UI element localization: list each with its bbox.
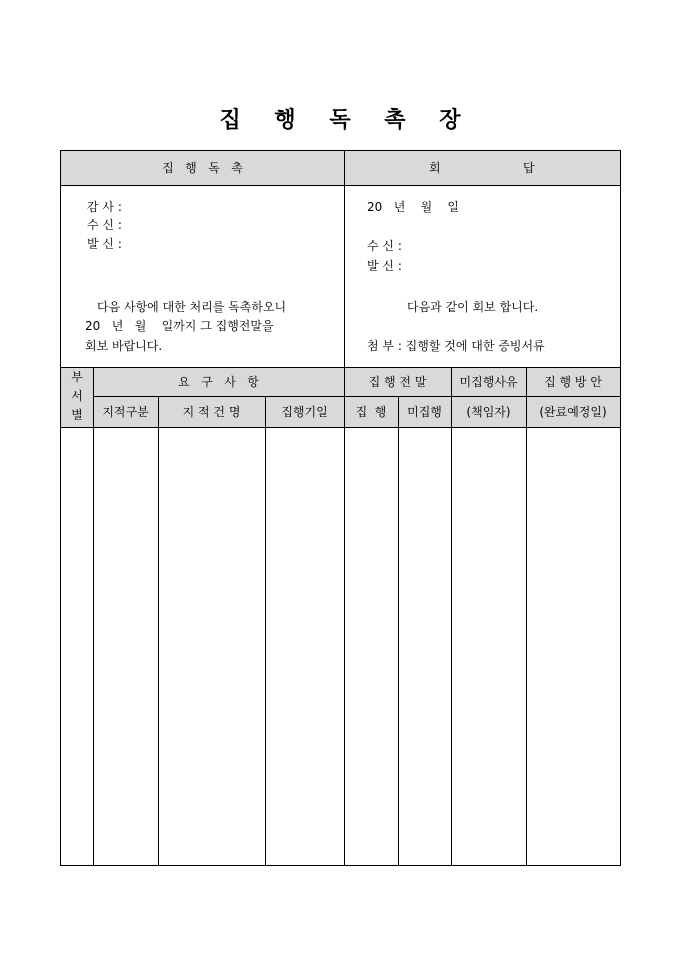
reason-header: 미집행사유: [459, 375, 518, 389]
title-char: 집: [219, 107, 241, 133]
rule: [451, 367, 452, 865]
rule: [61, 367, 620, 368]
reply-date: 20 년 월 일: [367, 200, 460, 214]
plan-header: 집 행 방 안: [544, 375, 602, 389]
rule: [61, 185, 620, 186]
request-message-line: 회보 바랍니다.: [85, 339, 163, 353]
rule: [93, 396, 620, 397]
case-header: 지 적 건 명: [182, 405, 241, 419]
dept-header-char: 부: [71, 370, 83, 384]
dept-header-char: 서: [71, 389, 83, 403]
reply-message: 다음과 같이 회보 합니다.: [407, 300, 539, 314]
title-char: 장: [439, 107, 461, 133]
rule: [93, 367, 94, 865]
right-section-header-1: 회: [429, 161, 441, 175]
title-char: 촉: [384, 107, 406, 133]
exec-date-header: 집행기일: [281, 405, 328, 419]
reply-recipient-field: 수 신 :: [367, 239, 402, 253]
request-message-line: 20 년 월 일까지 그 집행전말을: [85, 319, 274, 333]
type-header: 지적구분: [102, 405, 149, 419]
rule: [526, 367, 527, 865]
left-section-header: 집 행 독 촉: [162, 161, 243, 175]
rule: [265, 396, 266, 865]
sender-field: 발 신 :: [87, 237, 122, 251]
title-char: 행: [274, 107, 296, 133]
rule: [344, 151, 345, 865]
title-char: 독: [329, 107, 351, 133]
rule: [158, 396, 159, 865]
recipient-field: 수 신 :: [87, 218, 122, 232]
request-group-header: 요 구 사 항: [178, 375, 259, 389]
page-title: [0, 103, 680, 134]
auditor-field: 감 사 :: [87, 200, 122, 214]
not-executed-header: 미집행: [407, 405, 442, 419]
reply-sender-field: 발 신 :: [367, 259, 402, 273]
request-message-line: 다음 사항에 대한 처리를 독촉하오니: [97, 300, 287, 314]
rule: [61, 427, 620, 428]
form-table: [60, 150, 621, 866]
attachment-line: 첨 부 : 집행할 것에 대한 증빙서류: [367, 339, 545, 353]
execution-group-header: 집 행 전 말: [368, 375, 427, 389]
dept-header-char: 별: [71, 408, 83, 422]
executed-header: 집 행: [355, 405, 387, 419]
rule: [398, 396, 399, 865]
responsible-header: (책임자): [466, 405, 511, 419]
due-date-header: (완료예정일): [539, 405, 607, 419]
right-section-header-2: 답: [523, 161, 535, 175]
